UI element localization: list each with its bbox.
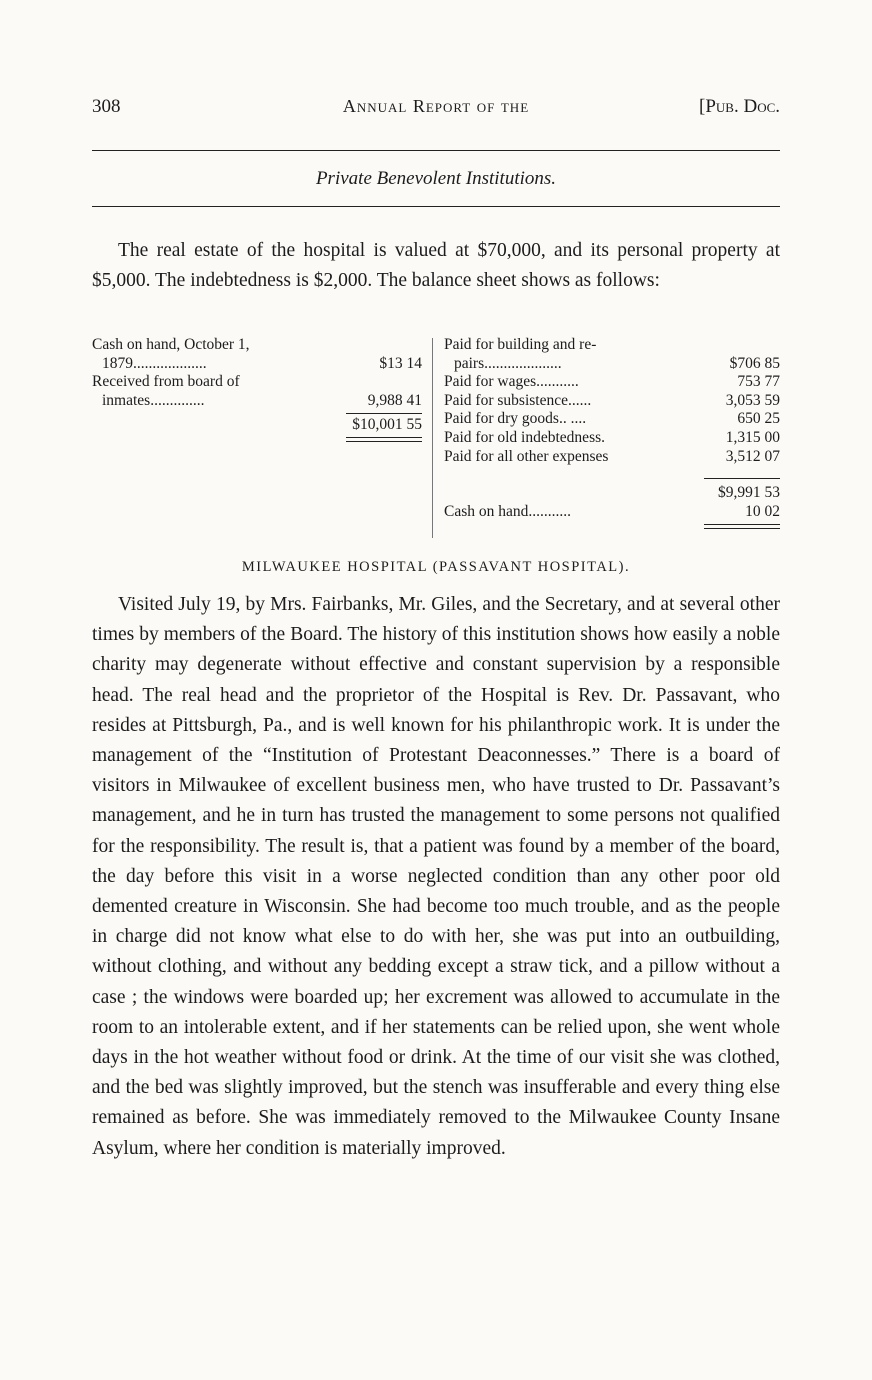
visit-paragraph [92, 590, 780, 1164]
ledger-label: Paid for building and re- [444, 336, 597, 353]
ledger-amount: 1,315 00 [725, 428, 780, 446]
ledger-row [444, 484, 780, 503]
ledger-amount: 10 02 [745, 502, 780, 520]
double-rule [346, 437, 422, 442]
ledger-amount: 753 77 [737, 373, 780, 391]
ledger-row [444, 410, 780, 429]
ledger-row [92, 355, 422, 374]
sum-rule-row [444, 466, 780, 484]
document-reference: [Pub. Doc. [699, 96, 780, 117]
intro-paragraph [92, 236, 780, 296]
ledger-row [444, 336, 780, 355]
ledger-row [444, 392, 780, 411]
sum-rule [346, 413, 422, 414]
ledger-label: Cash on hand, October 1, [92, 336, 250, 353]
ledger-row [444, 355, 780, 374]
ledger-amount: $13 14 [379, 354, 422, 372]
running-title: Annual Report of the [342, 96, 530, 116]
ledger-label: pairs.................... [454, 354, 562, 372]
page-header [92, 96, 780, 126]
ledger-label: Paid for wages........... [444, 373, 579, 391]
ledger-label: Paid for all other expenses [444, 447, 609, 465]
ledger-row [92, 373, 422, 392]
ledger-label: Paid for old indebtedness. [444, 428, 606, 446]
ledger-row [444, 429, 780, 448]
ledger-row [92, 336, 422, 355]
hospital-subheading: MILWAUKEE HOSPITAL (PASSAVANT HOSPITAL). [241, 559, 631, 575]
paragraph-text: The real estate of the hospital is valued at $70,000, and its personal property at $5,000. The indebtedness is $2,000. The balance sheet shows as follows: [92, 240, 780, 292]
ledger-amount: 3,512 07 [725, 447, 780, 465]
balance-sheet [92, 336, 780, 546]
ledger-label: Cash on hand........... [444, 502, 572, 520]
ledger-row [92, 416, 422, 435]
sum-rule [704, 478, 780, 479]
double-rule-row [444, 521, 780, 529]
ledger-amount: 650 25 [737, 410, 780, 428]
ledger-amount: 9,988 41 [367, 391, 422, 409]
receipts-column [92, 336, 422, 443]
ledger-label: inmates.............. [102, 391, 205, 409]
ledger-row [444, 448, 780, 467]
section-title: Private Benevolent Institutions. [315, 168, 557, 189]
page-number: 308 [92, 96, 121, 117]
receipts-total: $10,001 55 [352, 416, 422, 434]
expenditures-column [444, 336, 780, 529]
expenditures-subtotal: $9,991 53 [718, 484, 780, 502]
ledger-label: Paid for subsistence...... [444, 391, 592, 409]
ledger-amount: $706 85 [729, 354, 780, 372]
ledger-amount: 3,053 59 [725, 391, 780, 409]
ledger-label: 1879................... [102, 354, 207, 372]
ledger-label: Received from board of [92, 373, 240, 391]
ledger-label: Paid for dry goods.. .... [444, 410, 587, 428]
double-rule-row [92, 435, 422, 443]
header-rule [92, 150, 780, 151]
section-rule [92, 206, 780, 207]
ledger-row [444, 373, 780, 392]
column-divider [432, 338, 433, 538]
ledger-row [92, 392, 422, 411]
paragraph-text: Visited July 19, by Mrs. Fairbanks, Mr. Giles, and the Secretary, and at several other times by members of the Board. The history of this institution shows how easily a noble charity may degenerate without effective and constant supervision by a responsible head. The real head and the proprietor of the Hospital is Rev. Dr. Passavant, who resides at Pittsburgh, Pa., and is well known for his philanthropic work. It is under the management of the “Institution of Protestant Deaconnesses.” There is a board of visitors in Milwaukee of excellent business men, who have trusted to Dr. Passavant’s management, and he in turn has trusted the management to some persons not qualified for the responsibility. The result is, that a patient was found by a member of the board, the day before this visit in a worse neglected condition than any other poor old demented creature in Wisconsin. She had become too much trouble, and as the people in charge did not know what else to do with her, she was put into an outbuilding, without clothing, and without any bedding except a straw tick, and a pillow without a case ; the windows were boarded up; her excrement was allowed to accumulate in the room to an intolerable extent, and if her statements can be relied upon, she went whole days in the hot weather without food or drink. At the time of our visit she was clothed, and the bed was slightly improved, but the stench was insufferable and every thing else remained as before. She was immediately removed to the Milwaukee County Insane Asylum, where her condition is materially improved. [92, 594, 780, 1159]
ledger-row [444, 503, 780, 522]
double-rule [704, 524, 780, 529]
